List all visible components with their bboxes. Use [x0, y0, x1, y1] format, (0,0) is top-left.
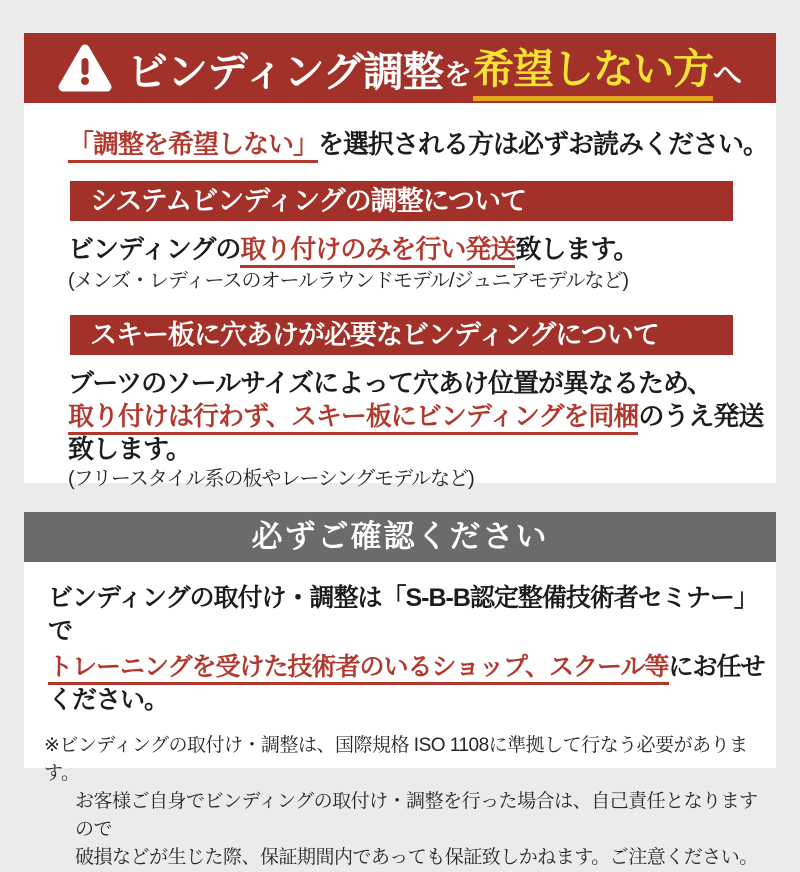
confirm-card — [24, 562, 776, 868]
drilling-body-line2 — [68, 400, 776, 433]
drilling-body-line2-post: のうえ発送 — [638, 401, 764, 431]
intro-emphasis: 「調整を希望しない」 — [68, 129, 318, 163]
section-heading-drilling: スキー板に穴あけが必要なビンディングについて — [70, 315, 733, 355]
intro-rest: を選択される方は必ずお読みください。 — [318, 129, 769, 159]
banner-particle-text: を — [443, 59, 472, 90]
banner-highlight-text: 希望しない方 — [473, 36, 713, 101]
disclaimer-line-1: ※ビンディングの取付け・調整は、国際規格 ISO 1108に準拠して行なう必要があります。 — [44, 735, 748, 784]
intro-line — [24, 103, 776, 161]
adjustment-info-card — [24, 103, 776, 490]
disclaimer-line-2: お客様ご自身でビンディングの取付け・調整を行った場合は、自己責任となりますので — [75, 791, 758, 840]
confirm-line1: ビンディングの取付け・調整は「S-B-B認定整備技術者セミナー」で — [48, 584, 758, 645]
confirm-heading-bar: 必ずご確認ください — [24, 512, 776, 562]
disclaimer-line-3: 破損などが生じた際、保証期間内であっても保証致しかねます。ご注意ください。 — [75, 847, 758, 868]
drilling-body-emphasis: 取り付けは行わず、スキー板にビンディングを同梱 — [68, 401, 638, 435]
drilling-body-line3: 致します。 — [68, 434, 191, 464]
confirm-line2-emphasis: トレーニングを受けた技術者のいるショップ、スクール等 — [48, 653, 669, 685]
confirm-line2-post: にお任せください。 — [48, 653, 765, 714]
confirm-line2 — [48, 651, 776, 717]
system-binding-body-emphasis: 取り付けのみを行い発送 — [240, 234, 515, 268]
warning-banner — [24, 33, 776, 103]
system-binding-body-post: 致します。 — [515, 234, 639, 264]
system-binding-body-pre: ビンディングの — [68, 234, 241, 264]
warning-triangle-icon — [58, 43, 112, 93]
system-binding-note: (メンズ・レディースのオールラウンドモデル/ジュニアモデルなど) — [68, 270, 629, 292]
system-binding-body — [68, 233, 776, 266]
drilling-note: (フリースタイル系の板やレーシングモデルなど) — [68, 468, 474, 490]
drilling-body-line1: ブーツのソールサイズによって穴あけ位置が異なるため、 — [68, 368, 713, 398]
banner-suffix-text: へ — [712, 59, 742, 92]
section-heading-system-binding: システムビンディングの調整について — [70, 181, 733, 221]
disclaimer-notes — [44, 732, 776, 872]
banner-title-text: ビンディング調整 — [127, 48, 443, 95]
